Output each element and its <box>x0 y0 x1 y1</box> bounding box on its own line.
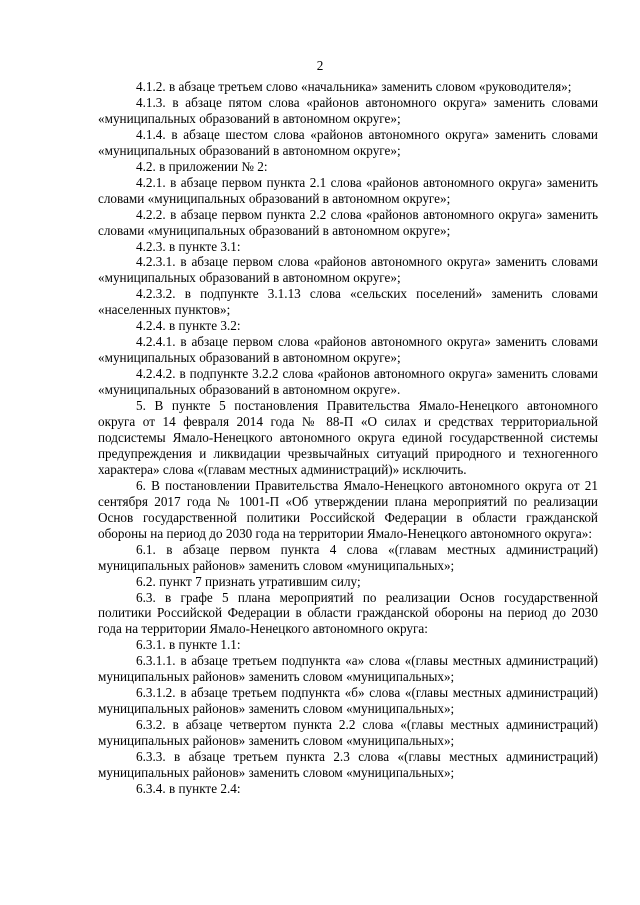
page-number: 2 <box>316 58 324 73</box>
paragraph-4-2-3-1: 4.2.3.1. в абзаце первом слова «районов автономного округа» заменить словами «муниципальных образований в автономном округе»; <box>98 254 598 286</box>
paragraph-5: 5. В пункте 5 постановления Правительства Ямало-Ненецкого автономного округа от 14 февраля 2014 года № 88-П «О силах и средствах территориальной подсистемы Ямало-Ненецкого автономного округа единой государственной системы предупреждения и ликвидации чрезвычайных ситуаций природного и техногенного характера» слова «(главам местных администраций)» исключить. <box>98 398 598 477</box>
paragraph-4-2-3-2: 4.2.3.2. в подпункте 3.1.13 слова «сельских поселений» заменить словами «населенных пунктов»; <box>98 286 598 318</box>
paragraph-6-3-1-2: 6.3.1.2. в абзаце третьем подпункта «б» слова «(главы местных администраций) муниципальных районов» заменить словом «муниципальных»; <box>98 685 598 717</box>
paragraph-4-1-3: 4.1.3. в абзаце пятом слова «районов автономного округа» заменить словами «муниципальных образований в автономном округе»; <box>98 94 598 126</box>
paragraph-6: 6. В постановлении Правительства Ямало-Ненецкого автономного округа от 21 сентября 2017 года № 1001-П «Об утверждении плана мероприятий по реализации Основ государственной политики Российской Федерации в области гражданской обороны на период до 2030 года на территории Ямало-Ненецкого автономного округа»: <box>98 477 598 541</box>
paragraph-4-2-3: 4.2.3. в пункте 3.1: <box>136 238 241 254</box>
paragraph-6-1: 6.1. в абзаце первом пункта 4 слова «(главам местных администраций) муниципальных районов» заменить словом «муниципальных»; <box>98 541 598 573</box>
paragraph-4-1-4: 4.1.4. в абзаце шестом слова «районов автономного округа» заменить словами «муниципальных образований в автономном округе»; <box>98 126 598 158</box>
paragraph-4-2: 4.2. в приложении № 2: <box>136 158 268 174</box>
paragraph-6-3-1-1: 6.3.1.1. в абзаце третьем подпункта «а» слова «(главы местных администраций) муниципальных районов» заменить словом «муниципальных»; <box>98 653 598 685</box>
paragraph-4-2-4-1: 4.2.4.1. в абзаце первом слова «районов автономного округа» заменить словами «муниципальных образований в автономном округе»; <box>98 334 598 366</box>
paragraph-4-2-4: 4.2.4. в пункте 3.2: <box>136 318 241 334</box>
document-body <box>98 79 598 797</box>
paragraph-4-1-2: 4.1.2. в абзаце третьем слово «начальника» заменить словом «руководителя»; <box>136 79 572 94</box>
paragraph-6-3-4: 6.3.4. в пункте 2.4: <box>136 780 241 796</box>
paragraph-6-3: 6.3. в графе 5 плана мероприятий по реализации Основ государственной политики Российской Федерации в области гражданской обороны на период до 2030 года на территории Ямало-Ненецкого автономного округа: <box>98 589 598 637</box>
paragraph-6-2: 6.2. пункт 7 признать утратившим силу; <box>136 573 361 589</box>
paragraph-6-3-3: 6.3.3. в абзаце третьем пункта 2.3 слова «(главы местных администраций) муниципальных районов» заменить словом «муниципальных»; <box>98 749 598 780</box>
paragraph-4-2-2: 4.2.2. в абзаце первом пункта 2.2 слова «районов автономного округа» заменить словами «муниципальных образований в автономном округе»; <box>98 206 598 238</box>
paragraph-6-3-2: 6.3.2. в абзаце четвертом пункта 2.2 слова «(главы местных администраций) муниципальных районов» заменить словом «муниципальных»; <box>98 717 598 749</box>
paragraph-6-3-1: 6.3.1. в пункте 1.1: <box>136 637 241 653</box>
paragraph-4-2-1: 4.2.1. в абзаце первом пункта 2.1 слова «районов автономного округа» заменить словами «муниципальных образований в автономном округе»; <box>98 174 598 206</box>
paragraph-4-2-4-2: 4.2.4.2. в подпункте 3.2.2 слова «районов автономного округа» заменить словами «муниципальных образований в автономном округе». <box>98 366 598 398</box>
